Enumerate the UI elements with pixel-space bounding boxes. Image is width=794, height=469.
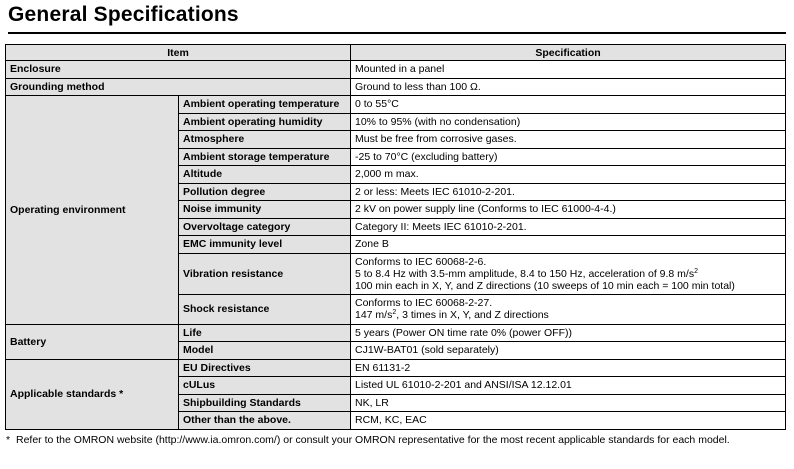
group-label-operating-environment: Operating environment [6,96,179,325]
item-value: 5 years (Power ON time rate 0% (power OFF)) [351,324,786,342]
item-label: Overvoltage category [179,218,351,236]
item-label: Altitude [179,166,351,184]
item-label: cULus [179,377,351,395]
specifications-table [5,44,786,430]
shock-line-2: 147 $m/s^2$, 3 times in X, Y, and Z directions [355,309,549,321]
table-row [6,78,786,96]
item-value: NK, LR [351,394,786,412]
table-row [6,96,786,114]
item-value: Zone B [351,236,786,254]
item-label-vibration: Vibration resistance [179,253,351,294]
row-label-grounding: Grounding method [6,78,351,96]
item-value: 2 kV on power supply line (Conforms to IEC 61000-4-4.) [351,201,786,219]
table-row [6,324,786,342]
footnote [6,434,786,446]
vibration-line-3: 100 min each in X, Y, and Z directions (10 sweeps of 10 min each = 100 min total) [355,279,735,292]
shock-line-1: Conforms to IEC 60068-2-27. [355,297,493,309]
item-value: 2,000 m max. [351,166,786,184]
item-label-shock: Shock resistance [179,294,351,324]
item-value-shock [351,294,786,324]
item-value: 0 to 55°C [351,96,786,114]
header-item: Item [6,45,351,61]
item-value: CJ1W-BAT01 (sold separately) [351,342,786,360]
item-label: Shipbuilding Standards [179,394,351,412]
item-label: Model [179,342,351,360]
item-label: EMC immunity level [179,236,351,254]
page-title: General Specifications [8,3,239,26]
item-value: -25 to 70°C (excluding battery) [351,148,786,166]
item-label: Life [179,324,351,342]
item-value: 2 or less: Meets IEC 61010-2-201. [351,183,786,201]
header-specification: Specification [351,45,786,61]
item-value-vibration [351,253,786,294]
item-value: EN 61131-2 [351,359,786,377]
item-label: Atmosphere [179,131,351,149]
item-label: Other than the above. [179,412,351,430]
group-label-battery: Battery [6,324,179,359]
row-label-enclosure: Enclosure [6,61,351,79]
item-label: Ambient operating temperature [179,96,351,114]
item-value: RCM, KC, EAC [351,412,786,430]
title-rule [8,32,786,34]
vibration-line-1: Conforms to IEC 60068-2-6. [355,255,487,268]
row-value-enclosure: Mounted in a panel [351,61,786,79]
vibration-line-2: 5 to 8.4 Hz with 3.5-mm amplitude, 8.4 to 150 Hz, acceleration of 9.8 $m/s^2$ [355,267,698,280]
row-value-grounding: Ground to less than 100 Ω. [351,78,786,96]
item-value: Listed UL 61010-2-201 and ANSI/ISA 12.12.01 [351,377,786,395]
table-row [6,359,786,377]
table-header-row [6,45,786,61]
item-label: Ambient operating humidity [179,113,351,131]
item-label: EU Directives [179,359,351,377]
item-value: 10% to 95% (with no condensation) [351,113,786,131]
item-label: Pollution degree [179,183,351,201]
table-row [6,61,786,79]
item-label: Ambient storage temperature [179,148,351,166]
footnote-text: Refer to the OMRON website (http://www.ia.omron.com/) or consult your OMRON representative for the most recent applicable standards for each model. [16,434,730,446]
item-value: Must be free from corrosive gases. [351,131,786,149]
group-label-applicable-standards: Applicable standards * [6,359,179,429]
item-value: Category II: Meets IEC 61010-2-201. [351,218,786,236]
footnote-marker: * [6,434,11,446]
item-label: Noise immunity [179,201,351,219]
